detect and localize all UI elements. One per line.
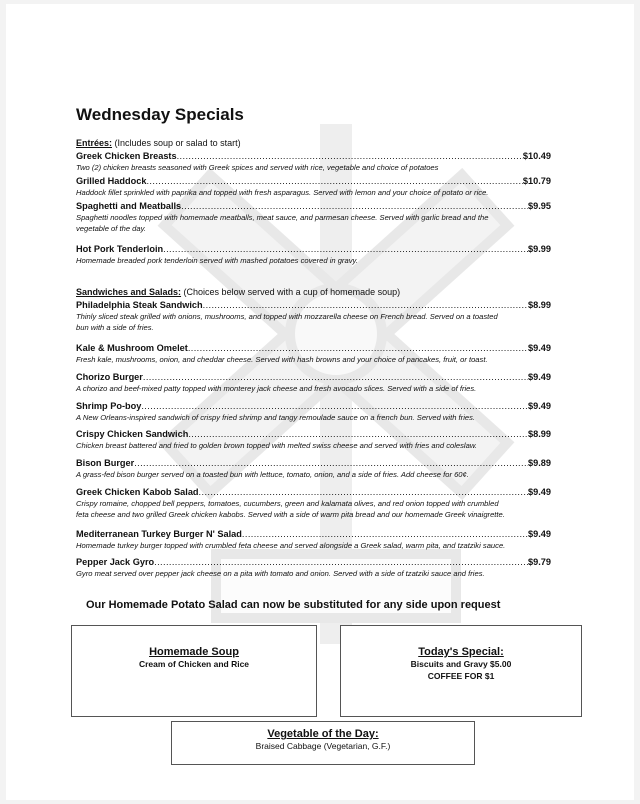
item-name: Spaghetti and Meatballs xyxy=(76,201,182,211)
menu-page xyxy=(6,4,634,800)
dot-leader xyxy=(134,457,528,469)
item-price: $9.95 xyxy=(528,201,551,211)
entrees-heading-line xyxy=(76,138,241,149)
item-description: Fresh kale, mushrooms, onion, and cheddar cheese. Served with hash browns and your choice of pancakes, fruit, or toast. xyxy=(76,355,488,364)
dot-leader xyxy=(188,342,528,354)
entrees-heading: Entrées: xyxy=(76,138,113,148)
dot-leader xyxy=(146,175,522,187)
item-description: Gyro meat served over pepper jack cheese on a pita with tomato and onion. Served with a side of tzatziki sauce and fries. xyxy=(76,569,485,578)
menu-item xyxy=(76,457,551,480)
dot-leader xyxy=(154,556,528,568)
item-description: A grass-fed bison burger served on a toasted bun with lettuce, tomato, onion, and a side of fries. Add cheese for 60¢. xyxy=(76,470,469,479)
soup-heading: Homemade Soup xyxy=(149,646,239,658)
item-description: Homemade turkey burger topped with crumbled feta cheese and served alongside a Greek salad, warm pita, and tzatziki sauce. xyxy=(76,541,506,550)
item-price: $9.99 xyxy=(528,244,551,254)
special-box xyxy=(340,625,582,717)
soup-box xyxy=(71,625,317,717)
item-description: Crispy romaine, chopped bell peppers, tomatoes, cucumbers, green and kalamata olives, and red onion topped with crumbled xyxy=(76,499,499,508)
potato-salad-notice: Our Homemade Potato Salad can now be substituted for any side upon request xyxy=(86,599,501,611)
item-description: Spaghetti noodles topped with homemade meatballs, meat sauce, and parmesan cheese. Served with garlic bread and the xyxy=(76,213,489,222)
item-price: $10.49 xyxy=(522,151,551,161)
sandwiches-note: (Choices below served with a cup of homemade soup) xyxy=(181,287,401,297)
special-heading: Today's Special: xyxy=(418,646,504,658)
menu-item xyxy=(76,342,551,365)
item-price: $9.79 xyxy=(528,557,551,567)
dot-leader xyxy=(203,299,528,311)
special-item: Biscuits and Gravy $5.00 xyxy=(410,659,512,669)
dot-leader xyxy=(242,528,528,540)
item-name: Crispy Chicken Sandwich xyxy=(76,429,189,439)
menu-item xyxy=(76,556,551,579)
item-name: Hot Pork Tenderloin xyxy=(76,244,164,254)
item-price: $9.49 xyxy=(528,401,551,411)
soup-name: Cream of Chicken and Rice xyxy=(138,659,250,669)
item-name: Philadelphia Steak Sandwich xyxy=(76,300,203,310)
menu-item xyxy=(76,150,551,173)
dot-leader xyxy=(141,400,528,412)
item-price: $9.89 xyxy=(528,458,551,468)
menu-item xyxy=(76,175,551,198)
item-price: $9.49 xyxy=(528,529,551,539)
special-coffee: COFFEE FOR $1 xyxy=(427,671,495,681)
item-name: Greek Chicken Kabob Salad xyxy=(76,487,199,497)
item-name: Pepper Jack Gyro xyxy=(76,557,155,567)
item-name: Shrimp Po-boy xyxy=(76,401,142,411)
item-description: feta cheese and two grilled Greek chicken kabobs. Served with a side of warm pita bread and our homemade Greek vinaigrette. xyxy=(76,510,505,519)
dot-leader xyxy=(177,150,523,162)
item-description: Two (2) chicken breasts seasoned with Greek spices and served with rice, vegetable and choice of potatoes xyxy=(76,163,439,172)
item-price: $8.99 xyxy=(528,429,551,439)
menu-item xyxy=(76,243,551,266)
item-description: vegetable of the day. xyxy=(76,224,146,233)
sandwiches-heading-line xyxy=(76,287,400,298)
item-description: A New Orleans-inspired sandwich of crispy fried shrimp and tangy remoulade sauce on a french bun. Served with fries. xyxy=(76,413,476,422)
item-name: Chorizo Burger xyxy=(76,372,143,382)
menu-item xyxy=(76,200,551,234)
dot-leader xyxy=(143,371,528,383)
menu-item xyxy=(76,428,551,451)
item-price: $8.99 xyxy=(528,300,551,310)
dot-leader xyxy=(163,243,528,255)
item-name: Greek Chicken Breasts xyxy=(76,151,177,161)
item-name: Kale & Mushroom Omelet xyxy=(76,343,188,353)
sandwiches-heading: Sandwiches and Salads: xyxy=(76,287,182,297)
vegetable-name: Braised Cabbage (Vegetarian, G.F.) xyxy=(255,741,391,751)
item-name: Grilled Haddock xyxy=(76,176,147,186)
menu-item xyxy=(76,528,551,551)
item-description: Chicken breast battered and fried to golden brown topped with melted swiss cheese and served with fries and coleslaw. xyxy=(76,441,478,450)
dot-leader xyxy=(188,428,528,440)
item-description: Haddock fillet sprinkled with paprika and topped with fresh asparagus. Served with lemon and your choice of potato or rice. xyxy=(76,188,489,197)
item-description: Homemade breaded pork tenderloin served with mashed potatoes covered in gravy. xyxy=(76,256,358,265)
item-description: A chorizo and beef-mixed patty topped with monterey jack cheese and fresh avocado slices. Served with a side of fries. xyxy=(76,384,477,393)
item-price: $9.49 xyxy=(528,372,551,382)
page-title: Wednesday Specials xyxy=(76,105,244,124)
menu-item xyxy=(76,371,551,394)
item-price: $10.79 xyxy=(522,176,551,186)
entrees-note: (Includes soup or salad to start) xyxy=(112,138,241,148)
menu-item xyxy=(76,486,551,520)
vegetable-heading: Vegetable of the Day: xyxy=(267,728,379,740)
item-description: bun with a side of fries. xyxy=(76,323,154,332)
dot-leader xyxy=(199,486,528,498)
item-description: Thinly sliced steak grilled with onions, mushrooms, and topped with mozzarella cheese on French bread. Served on a toasted xyxy=(76,312,498,321)
item-name: Mediterranean Turkey Burger N' Salad xyxy=(76,529,242,539)
menu-item xyxy=(76,299,551,333)
menu-item xyxy=(76,400,551,423)
item-name: Bison Burger xyxy=(76,458,135,468)
item-price: $9.49 xyxy=(528,487,551,497)
item-price: $9.49 xyxy=(528,343,551,353)
vegetable-box xyxy=(171,721,475,765)
dot-leader xyxy=(181,200,528,212)
